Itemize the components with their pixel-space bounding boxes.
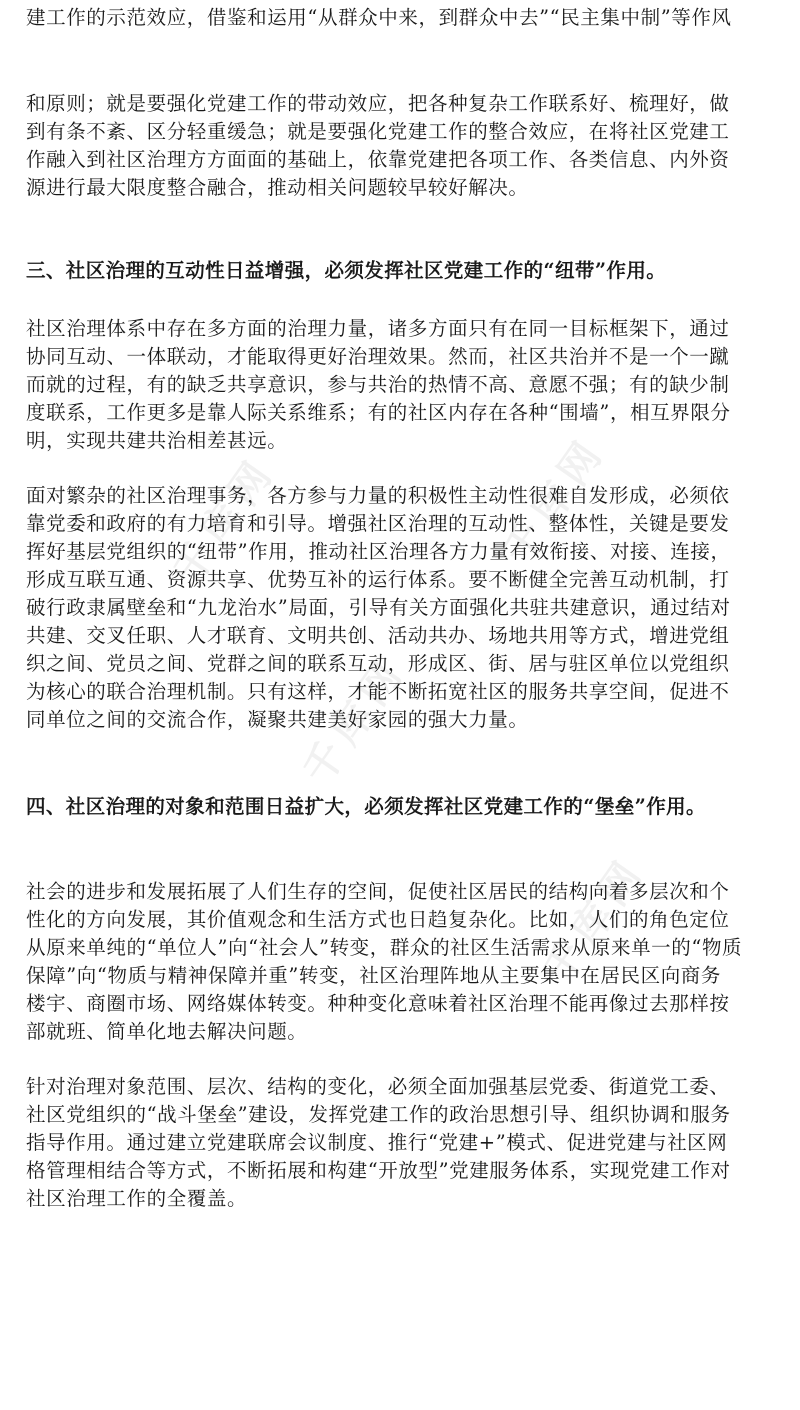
text-line: 针对治理对象范围、层次、结构的变化，必须全面加强基层党委、街道党工委、 [26, 1075, 730, 1098]
text-line: 到有条不紊、区分轻重缓急；就是要强化党建工作的整合效应，在将社区党建工 [26, 120, 730, 143]
text-line: 社区治理体系中存在多方面的治理力量，诸多方面只有在同一目标框架下，通过 [26, 317, 730, 340]
text-line: 作融入到社区治理方方面面的基础上，依靠党建把各项工作、各类信息、内外资 [26, 148, 730, 171]
text-line: 度联系，工作更多是靠人际关系维系；有的社区内存在各种“围墙”，相互界限分 [26, 401, 731, 424]
text-line: 为核心的联合治理机制。只有这样，才能不断拓宽社区的服务共享空间，促进不 [26, 680, 730, 703]
text-line: 社区治理工作的全覆盖。 [26, 1187, 248, 1210]
text-line: 楼宇、商圈市场、网络媒体转变。种种变化意味着社区治理不能再像过去那样按 [26, 992, 730, 1015]
watermark: 千库网 [534, 848, 656, 993]
watermark: 千库网 [164, 448, 286, 593]
text-line: 建工作的示范效应，借鉴和运用“从群众中来，到群众中去”“民主集中制”等作风 [26, 6, 732, 29]
text-line: 共建、交叉任职、人才联育、文明共创、活动共办、场地共用等方式，增进党组 [26, 624, 730, 647]
watermark: 千库网 [294, 648, 416, 793]
text-line: 面对繁杂的社区治理事务，各方参与力量的积极性主动性很难自发形成，必须依 [26, 484, 730, 507]
text-line: 指导作用。通过建立党建联席会议制度、推行“党建+”模式、促进党建与社区网 [26, 1131, 728, 1154]
text-line: 同单位之间的交流合作，凝聚共建美好家园的强大力量。 [26, 708, 529, 731]
text-line: 和原则；就是要强化党建工作的带动效应，把各种复杂工作联系好、梳理好，做 [26, 92, 730, 115]
text-line: 源进行最大限度整合融合，推动相关问题较早较好解决。 [26, 176, 529, 199]
text-line: 部就班、简单化地去解决问题。 [26, 1020, 308, 1043]
section-heading: 四、社区治理的对象和范围日益扩大，必须发挥社区党建工作的“堡垒”作用。 [26, 795, 706, 818]
text-line: 挥好基层党组织的“纽带”作用，推动社区治理各方力量有效衔接、对接、连接， [26, 540, 731, 563]
text-line: 保障”向“物质与精神保障并重”转变，社区治理阵地从主要集中在居民区向商务 [26, 964, 722, 987]
text-line: 织之间、党员之间、党群之间的联系互动，形成区、街、居与驻区单位以党组织 [26, 652, 730, 675]
text-line: 形成互联互通、资源共享、优势互补的运行体系。要不断健全完善互动机制，打 [26, 568, 730, 591]
text-line: 性化的方向发展，其价值观念和生活方式也日趋复杂化。比如，人们的角色定位 [26, 908, 730, 931]
text-line: 社区党组织的“战斗堡垒”建设，发挥党建工作的政治思想引导、组织协调和服务 [26, 1103, 731, 1126]
text-line: 社会的进步和发展拓展了人们生存的空间，促使社区居民的结构向着多层次和个 [26, 880, 730, 903]
text-line: 破行政隶属壁垒和“九龙治水”局面，引导有关方面强化共驻共建意识，通过结对 [26, 596, 731, 619]
section-heading: 三、社区治理的互动性日益增强，必须发挥社区党建工作的“纽带”作用。 [26, 259, 667, 282]
text-line: 协同互动、一体联动，才能取得更好治理效果。然而，社区共治并不是一个一蹴 [26, 345, 730, 368]
text-line: 从原来单纯的“单位人”向“社会人”转变，群众的社区生活需求从原来单一的“物质 [26, 936, 743, 959]
text-line: 而就的过程，有的缺乏共享意识，参与共治的热情不高、意愿不强；有的缺少制 [26, 373, 730, 396]
text-line: 明，实现共建共治相差甚远。 [26, 429, 288, 452]
text-line: 格管理相结合等方式，不断拓展和构建“开放型”党建服务体系，实现党建工作对 [26, 1159, 731, 1182]
text-line: 靠党委和政府的有力培育和引导。增强社区治理的互动性、整体性，关键是要发 [26, 512, 730, 535]
watermark: 千库网 [494, 428, 616, 573]
